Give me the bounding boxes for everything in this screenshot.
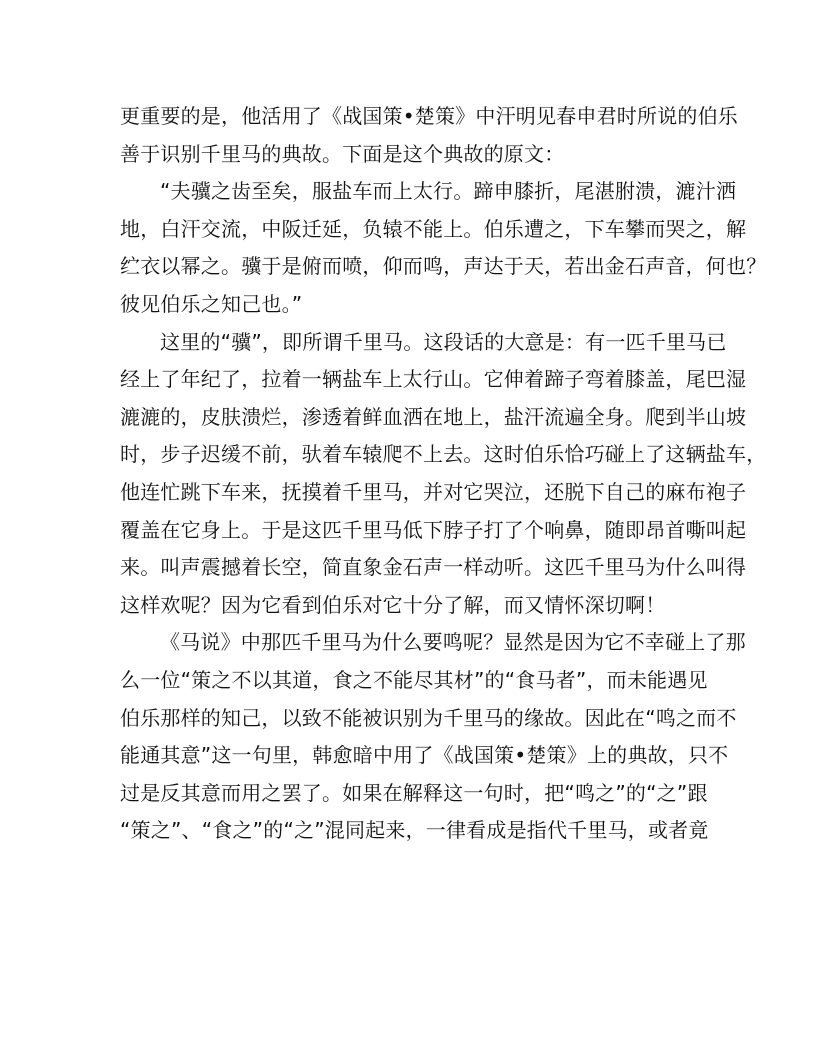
text-line: 么一位“策之不以其道，食之不能尽其材”的“食马者”，而未能遇见 [120,667,708,692]
paragraph-translation [120,324,767,625]
text-line: 漉漉的，皮肤溃烂，渗透着鲜血洒在地上，盐汗流遍全身。爬到半山坡 [120,404,747,429]
text-line: 来。叫声震撼着长空，简直象金石声一样动听。这匹千里马为什么叫得 [120,555,747,580]
paragraph-1 [120,98,738,173]
paragraph-analysis [120,624,746,850]
text-line: 更重要的是，他活用了《战国策•楚策》中汗明见春申君时所说的伯乐 [120,104,738,128]
text-line: “策之”、“食之”的“之”混同起来，一律看成是指代千里马，或者竟 [120,818,709,843]
text-line: 覆盖在它身上。于是这匹千里马低下脖子打了个响鼻，随即昂首嘶叫起 [120,517,747,542]
body-text [120,98,767,850]
text-line: 伯乐那样的知己，以致不能被识别为千里马的缘故。因此在“鸣之而不 [120,705,737,730]
text-line: 能通其意”这一句里，韩愈暗中用了《战国策•楚策》上的典故，只不 [120,743,729,768]
text-line: 时，步子迟缓不前，驮着车辕爬不上去。这时伯乐恰巧碰上了这辆盐车， [120,442,767,467]
text-line: 他连忙跳下车来，抚摸着千里马，并对它哭泣，还脱下自己的麻布袍子 [120,479,747,504]
text-line: 这样欢呢？因为它看到伯乐对它十分了解，而又情怀深切啊！ [120,592,666,617]
text-line: 善于识别千里马的典故。下面是这个典故的原文： [120,141,565,166]
text-line: 彼见伯乐之知己也。” [120,291,303,316]
text-line: 《马说》中那匹千里马为什么要鸣呢？显然是因为它不幸碰上了那 [160,630,746,655]
text-line: 纻衣以幂之。骥于是俯而喷，仰而鸣，声达于天，若出金石声音，何也？ [120,254,767,279]
text-line: “夫骥之齿至矣，服盐车而上太行。蹄申膝折，尾湛胕溃，漉汁洒 [160,179,737,204]
paragraph-quote [120,173,767,323]
text-line: 经上了年纪了，拉着一辆盐车上太行山。它伸着蹄子弯着膝盖，尾巴湿 [120,367,747,392]
text-line: 过是反其意而用之罢了。如果在解释这一句时，把“鸣之”的“之”跟 [120,780,708,805]
text-line: 地，白汗交流，中阪迁延，负辕不能上。伯乐遭之，下车攀而哭之，解 [120,216,747,241]
text-line: 这里的“骥”，即所谓千里马。这段话的大意是：有一匹千里马已 [160,329,727,354]
